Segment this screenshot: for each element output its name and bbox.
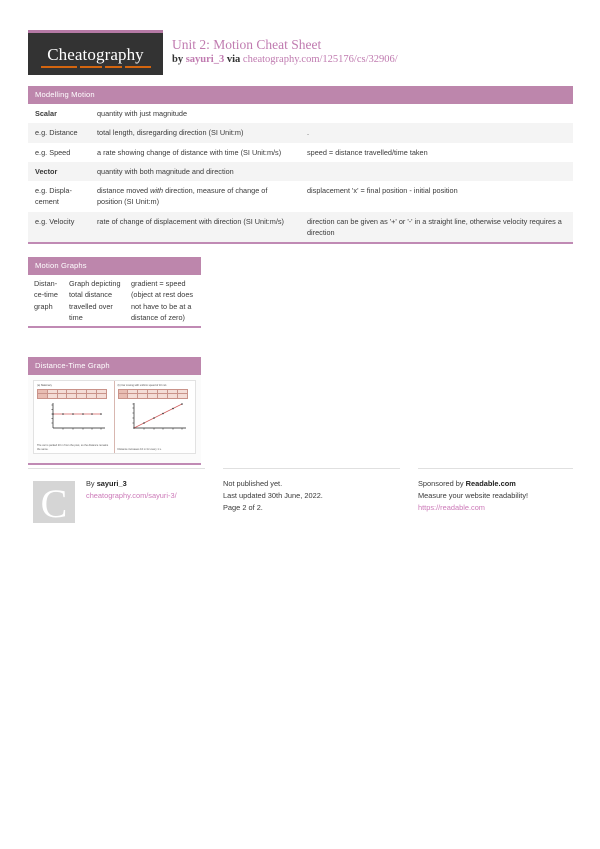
cell-value: [96, 394, 106, 398]
figure-data-table-right: [118, 389, 189, 399]
logo-underline-segment: [80, 66, 102, 68]
byline-author-link[interactable]: sayuri_3: [185, 54, 225, 65]
footer-sponsor-name[interactable]: Readable.com: [465, 479, 516, 488]
stationary-graph-svg: [41, 401, 109, 435]
table-row: [28, 181, 573, 212]
cell-header: [38, 394, 48, 398]
byline: [172, 54, 398, 65]
cell-note: speed = distance travelled/time taken: [300, 143, 573, 162]
cell-value: [158, 394, 168, 398]
footer-sponsor-line: [418, 478, 573, 490]
cell-note: [300, 104, 573, 123]
figure-caption-right: (b) Car moving with uniform speed of 10 m/s: [117, 384, 167, 387]
cell-value: [178, 394, 188, 398]
cell-value: [57, 394, 67, 398]
cell-note: [300, 162, 573, 181]
footer-publish-column: [223, 468, 400, 528]
cell-definition: a rate showing change of distance with time (SI Unit:m/s): [90, 143, 300, 162]
cell-definition: Graph depicting total distance travelled over time: [63, 275, 125, 326]
cell-definition: [90, 181, 300, 212]
footer-author-line: [86, 478, 205, 490]
cell-term: Vector: [28, 162, 90, 181]
figure-caption-left: (a) Stationary: [37, 384, 52, 387]
cell-term: e.g. Displacement: [28, 181, 90, 212]
definition-part: distance moved: [97, 186, 151, 196]
table-row: [28, 275, 201, 326]
cell-value: [67, 394, 77, 398]
page-header: [28, 30, 573, 78]
footer-sponsor-tagline: Measure your website readability!: [418, 490, 529, 500]
block-motion-graphs: [28, 257, 201, 328]
cell-value: [148, 394, 158, 398]
cell-note: direction can be given as '+' or '-' in a straight line, otherwise velocity requires a direction: [300, 212, 573, 243]
cell-value: [77, 394, 87, 398]
cell-term: e.g. Velocity: [28, 212, 90, 243]
cell-value: [128, 394, 138, 398]
block-title-motion-graphs: Motion Graphs: [28, 257, 201, 275]
footer-publish-status: Not published yet.: [223, 479, 283, 488]
figure-footer-right: Distance increases 10 m for every 1 s.: [117, 447, 162, 451]
block-modelling-motion: [28, 86, 573, 244]
cell-term: Distance-time graph: [28, 275, 63, 326]
footer-sponsor-prefix: Sponsored by: [418, 479, 464, 488]
figure-plot-left: [41, 401, 109, 435]
figure-panel-stationary: [34, 381, 115, 453]
cell-term: e.g. Distance: [28, 123, 90, 142]
block-title-distance-time-graph: Distance-Time Graph: [28, 357, 201, 375]
cell-value: [168, 394, 178, 398]
footer-sponsor-column: [418, 468, 573, 528]
table-row: [28, 123, 573, 142]
uniform-speed-graph-svg: [122, 401, 190, 435]
table-row: [28, 212, 573, 243]
cell-term: e.g. Speed: [28, 143, 90, 162]
footer-author-url[interactable]: cheatography.com/sayuri-3/: [86, 490, 177, 500]
cell-definition: quantity with both magnitude and direction: [90, 162, 300, 181]
definition-part: direction, measure of change of position (SI Unit:m): [97, 186, 268, 207]
avatar: C: [33, 481, 75, 523]
byline-source-link[interactable]: cheatography.com/125176/cs/32906/: [242, 54, 398, 65]
cell-term: Scalar: [28, 104, 90, 123]
figure-panel-uniform-speed: [115, 381, 196, 453]
table-row: [118, 394, 188, 398]
cell-definition: rate of change of displacement with direction (SI Unit:m/s): [90, 212, 300, 243]
cell-definition: quantity with just magnitude: [90, 104, 300, 123]
cell-value: [87, 394, 97, 398]
table-motion-graphs: [28, 275, 201, 326]
cell-value: [47, 394, 57, 398]
page-footer: [28, 468, 573, 528]
footer-sponsor-url[interactable]: https://readable.com: [418, 502, 485, 512]
distance-time-graph-figure: [33, 380, 196, 454]
figure-footer-left: The car is parked 20 m from the post, so the distance remains the same.: [37, 444, 109, 451]
logo-underline-segment: [125, 66, 151, 68]
block-title-modelling-motion: Modelling Motion: [28, 86, 573, 104]
logo-underline-segment: [105, 66, 122, 68]
table-row: [28, 162, 573, 181]
table-row: [28, 104, 573, 123]
logo-text: Cheatography: [47, 45, 144, 64]
figure-plot-right: [122, 401, 190, 435]
footer-last-updated: Last updated 30th June, 2022.: [223, 490, 323, 500]
block-distance-time-graph: [28, 357, 201, 465]
cell-note: .: [300, 123, 573, 142]
footer-by-label: By: [86, 479, 95, 488]
cell-note: displacement 'x' = final position - initial position: [300, 181, 573, 212]
cheatography-logo[interactable]: [28, 30, 163, 75]
cell-value: [138, 394, 148, 398]
cell-definition: total length, disregarding direction (SI Unit:m): [90, 123, 300, 142]
cell-header: [118, 394, 128, 398]
byline-by-label: by: [172, 54, 184, 65]
table-row: [38, 394, 107, 398]
footer-author-name: sayuri_3: [96, 479, 127, 488]
page-title: Unit 2: Motion Cheat Sheet: [172, 37, 322, 52]
definition-emphasis: with: [150, 186, 164, 196]
logo-underline-segment: [41, 66, 77, 68]
footer-author-column: [28, 468, 205, 528]
cell-note: gradient = speed (object at rest does not have to be at a distance of zero): [125, 275, 201, 326]
table-row: [28, 143, 573, 162]
byline-via-label: via: [226, 54, 241, 65]
table-modelling-motion: [28, 104, 573, 242]
figure-data-table-left: [37, 389, 107, 399]
footer-page-number: Page 2 of 2.: [223, 502, 263, 512]
